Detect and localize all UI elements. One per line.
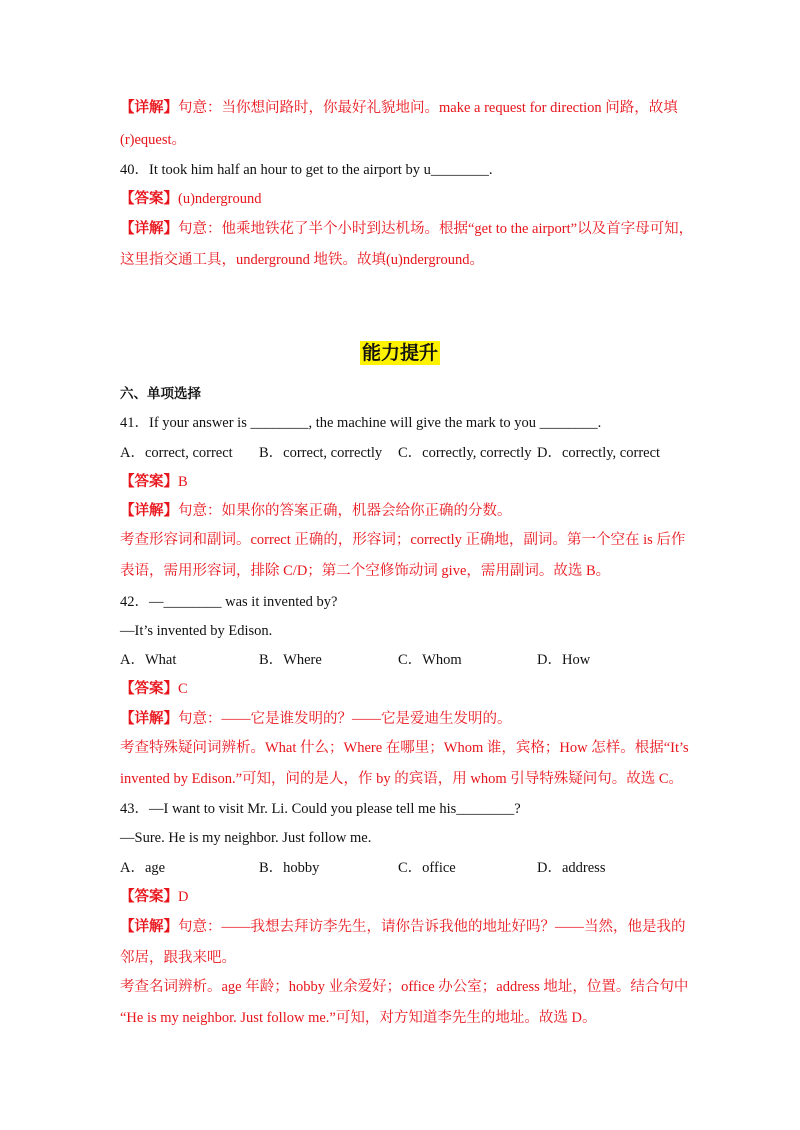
- option-c: C．office: [398, 860, 456, 876]
- section-title: [0, 338, 800, 365]
- q39-detail-line-2: (r)equest。: [120, 132, 187, 148]
- question-41-analysis-line-1: 考查形容词和副词。correct 正确的，形容词；correctly 正确地，副词。第一个空在 is 后作: [120, 532, 686, 548]
- detail-text: 句意：——我想去拜访李先生，请你告诉我他的地址好吗？——当然，他是我的: [178, 919, 686, 935]
- section-subheading: 六、单项选择: [120, 386, 201, 402]
- detail-tag: 【详解】: [120, 221, 178, 237]
- question-43-options: [120, 858, 690, 878]
- question-43-analysis-line-1: 考查名词辨析。age 年龄；hobby 业余爱好；office 办公室；address 地址，位置。结合句中: [120, 979, 689, 995]
- question-40-detail-line-2: 这里指交通工具，underground 地铁。故填(u)nderground。: [120, 252, 484, 268]
- q39-detail-line-1: [120, 98, 690, 118]
- question-42-stem: 42．—________ was it invented by?: [120, 594, 338, 610]
- option-b: B．hobby: [259, 860, 320, 876]
- question-41-stem: 41．If your answer is ________, the machine will give the mark to you ________.: [120, 415, 602, 431]
- question-41-answer: [120, 472, 690, 492]
- question-43-detail-line-1: [120, 917, 690, 937]
- option-a: A．correct, correct: [120, 445, 233, 461]
- answer-value: D: [178, 889, 189, 905]
- detail-tag: 【详解】: [120, 919, 178, 935]
- option-c: C．Whom: [398, 652, 462, 668]
- question-40-answer: [120, 189, 690, 209]
- answer-value: C: [178, 681, 188, 697]
- answer-tag: 【答案】: [120, 474, 178, 490]
- detail-text: 句意：当你想问路时，你最好礼貌地问。make a request for direction 问路，故填: [178, 100, 678, 116]
- option-d: D．correctly, correct: [537, 445, 661, 461]
- question-40-detail-line-1: [120, 219, 694, 239]
- section-title-text: 能力提升: [361, 342, 438, 364]
- question-41-options: [120, 443, 690, 463]
- option-b: B．Where: [259, 652, 322, 668]
- answer-tag: 【答案】: [120, 681, 178, 697]
- question-42-analysis-line-2: invented by Edison.”可知，问的是人，作 by 的宾语，用 whom 引导特殊疑问句。故选 C。: [120, 771, 684, 787]
- detail-tag: 【详解】: [120, 503, 178, 519]
- option-d: D．How: [537, 652, 591, 668]
- option-a: A．age: [120, 860, 166, 876]
- detail-text: 句意：——它是谁发明的？——它是爱迪生发明的。: [178, 711, 512, 727]
- detail-text: 句意：他乘地铁花了半个小时到达机场。根据“get to the airport”以及首字母可知，: [178, 221, 694, 237]
- question-40-stem: 40．It took him half an hour to get to the airport by u________.: [120, 162, 493, 178]
- question-41-detail: [120, 501, 690, 521]
- detail-tag: 【详解】: [120, 100, 178, 116]
- answer-tag: 【答案】: [120, 889, 178, 905]
- question-42-answer: [120, 679, 690, 699]
- question-42-reply: —It’s invented by Edison.: [120, 623, 273, 639]
- answer-tag: 【答案】: [120, 191, 178, 207]
- question-42-detail: [120, 709, 690, 729]
- answer-value: B: [178, 474, 188, 490]
- question-41-analysis-line-2: 表语，需用形容词，排除 C/D；第二个空修饰动词 give，需用副词。故选 B。: [120, 563, 611, 579]
- question-43-reply: —Sure. He is my neighbor. Just follow me.: [120, 830, 372, 846]
- question-43-stem: 43．—I want to visit Mr. Li. Could you please tell me his________?: [120, 801, 521, 817]
- question-43-answer: [120, 887, 690, 907]
- detail-text: 句意：如果你的答案正确，机器会给你正确的分数。: [178, 503, 512, 519]
- question-42-analysis-line-1: 考查特殊疑问词辨析。What 什么；Where 在哪里；Whom 谁，宾格；How 怎样。根据“It’s: [120, 740, 689, 756]
- answer-value: (u)nderground: [178, 191, 262, 207]
- option-c: C．correctly, correctly: [398, 445, 532, 461]
- question-43-analysis-line-2: “He is my neighbor. Just follow me.”可知，对方知道李先生的地址。故选 D。: [120, 1010, 597, 1026]
- detail-tag: 【详解】: [120, 711, 178, 727]
- option-d: D．address: [537, 860, 606, 876]
- question-43-detail-line-2: 邻居，跟我来吧。: [120, 950, 236, 966]
- option-b: B．correct, correctly: [259, 445, 383, 461]
- question-42-options: [120, 650, 690, 670]
- option-a: A．What: [120, 652, 177, 668]
